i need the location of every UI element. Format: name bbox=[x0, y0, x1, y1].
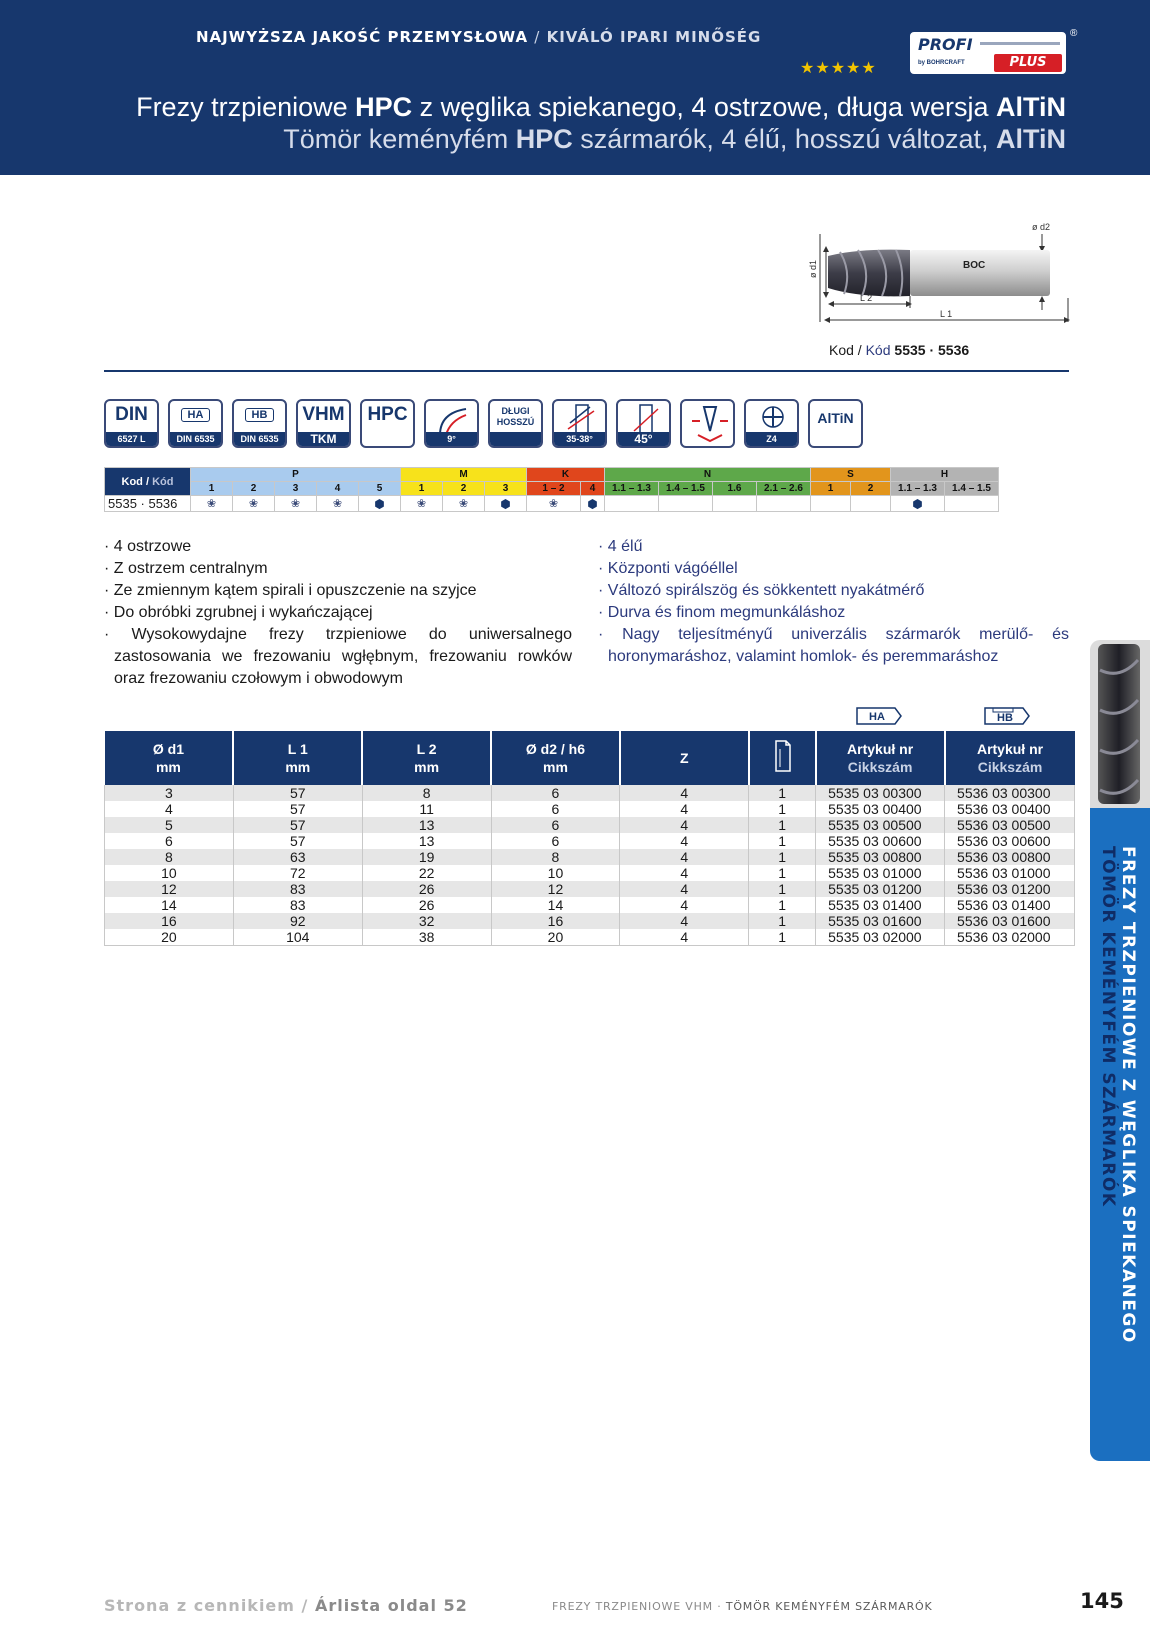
chapter-hu: TÖMÖR KEMÉNYFÉM SZÁRMARÓK bbox=[1098, 846, 1118, 1208]
article-number-cell: 5535 03 01400 bbox=[816, 897, 945, 913]
dimension-cell: 13 bbox=[362, 833, 491, 849]
dimension-cell: 16 bbox=[105, 913, 234, 929]
col-article-hb: Artykuł nr Cikkszám bbox=[945, 731, 1075, 785]
col-d2: Ø d2 / h6 mm bbox=[491, 731, 620, 785]
dimension-cell: 3 bbox=[105, 785, 234, 801]
material-mark-row bbox=[105, 496, 999, 512]
dimension-cell: 57 bbox=[233, 801, 362, 817]
dimension-cell: 8 bbox=[491, 849, 620, 865]
material-subgroup: 4 bbox=[581, 482, 605, 496]
dimension-cell: 4 bbox=[620, 881, 749, 897]
col-d1: Ø d1 mm bbox=[105, 731, 234, 785]
price-list-reference: Strona z cennikiem / Árlista oldal 52 bbox=[104, 1596, 468, 1615]
material-group-m: M bbox=[401, 468, 527, 482]
article-number-cell: 5535 03 01600 bbox=[816, 913, 945, 929]
material-table bbox=[104, 467, 999, 512]
dimension-cell: 4 bbox=[620, 801, 749, 817]
registered-mark: ® bbox=[1070, 28, 1078, 39]
d1-label: ø d1 bbox=[808, 259, 818, 278]
table-row bbox=[105, 881, 1075, 897]
dimension-cell: 6 bbox=[491, 817, 620, 833]
suitability-dot-icon: ⬢ bbox=[359, 496, 401, 512]
dimension-cell: 13 bbox=[362, 817, 491, 833]
suitability-empty bbox=[713, 496, 757, 512]
feature-hu-item: · Központi vágóéllel bbox=[598, 560, 738, 577]
suitability-spiral-icon: ❀ bbox=[527, 496, 581, 512]
table-row bbox=[105, 913, 1075, 929]
rating-stars: ★★★★★ bbox=[800, 60, 877, 77]
dimension-cell: 1 bbox=[749, 801, 816, 817]
dimension-cell: 32 bbox=[362, 913, 491, 929]
feature-pl-item: · Do obróbki zgrubnej i wykańczającej bbox=[104, 604, 373, 621]
quality-separator: / bbox=[534, 28, 541, 46]
suitability-empty bbox=[659, 496, 713, 512]
dimension-cell: 20 bbox=[491, 929, 620, 946]
suitability-dot-icon: ⬢ bbox=[485, 496, 527, 512]
table-row bbox=[105, 849, 1075, 865]
divider bbox=[104, 370, 1069, 372]
table-row bbox=[105, 897, 1075, 913]
col-z: Z bbox=[620, 731, 749, 785]
dimension-cell: 1 bbox=[749, 897, 816, 913]
article-number-cell: 5536 03 00500 bbox=[945, 817, 1075, 833]
svg-text:HB: HB bbox=[997, 712, 1013, 724]
dimension-cell: 1 bbox=[749, 849, 816, 865]
article-number-cell: 5536 03 00800 bbox=[945, 849, 1075, 865]
dimension-cell: 1 bbox=[749, 913, 816, 929]
brand-by: by BOHRCRAFT bbox=[918, 60, 965, 66]
dimension-cell: 92 bbox=[233, 913, 362, 929]
profi-plus-logo bbox=[908, 30, 1068, 76]
material-subgroup: 1 bbox=[191, 482, 233, 496]
col-L1: L 1 mm bbox=[233, 731, 362, 785]
helix-45-icon: 45° bbox=[616, 399, 671, 448]
flutes-z4-icon: Z4 bbox=[744, 399, 799, 448]
suitability-empty bbox=[851, 496, 891, 512]
dimension-cell: 4 bbox=[105, 801, 234, 817]
chapter-tab-text bbox=[1096, 846, 1144, 1446]
spiral-angle-icon: 35-38° bbox=[552, 399, 607, 448]
suitability-empty bbox=[605, 496, 659, 512]
dimension-cell: 1 bbox=[749, 929, 816, 946]
article-number-cell: 5535 03 00400 bbox=[816, 801, 945, 817]
material-subgroup: 2 bbox=[851, 482, 891, 496]
suitability-empty bbox=[757, 496, 811, 512]
title-hu: Tömör keményfém HPC szármarók, 4 élű, hosszú változat, AlTiN bbox=[283, 124, 1066, 154]
material-group-k: K bbox=[527, 468, 605, 482]
dimension-cell: 4 bbox=[620, 913, 749, 929]
feature-pl-item: · Z ostrzem centralnym bbox=[104, 560, 268, 577]
shank-hb-small-icon bbox=[983, 706, 1031, 726]
table-header-row bbox=[105, 731, 1075, 785]
table-row bbox=[105, 929, 1075, 946]
brand-plus: PLUS bbox=[994, 54, 1062, 72]
material-subgroup: 1 bbox=[811, 482, 851, 496]
article-number-cell: 5535 03 02000 bbox=[816, 929, 945, 946]
article-number-cell: 5536 03 01200 bbox=[945, 881, 1075, 897]
end-mill-photo bbox=[1090, 640, 1150, 808]
page-header bbox=[0, 0, 1150, 175]
article-number-cell: 5535 03 00600 bbox=[816, 833, 945, 849]
dimension-cell: 11 bbox=[362, 801, 491, 817]
material-subgroup: 2 bbox=[443, 482, 485, 496]
brand-drill-icon bbox=[980, 42, 1060, 45]
L1-label: L 1 bbox=[940, 309, 953, 319]
table-row bbox=[105, 817, 1075, 833]
drawing-brand: BOC bbox=[963, 260, 986, 271]
col-article-ha: Artykuł nr Cikkszám bbox=[816, 731, 945, 785]
feature-hu-item: · Durva és finom megmunkáláshoz bbox=[598, 604, 846, 621]
material-subgroup: 1.1 – 1.3 bbox=[605, 482, 659, 496]
dimension-cell: 83 bbox=[233, 881, 362, 897]
dimension-cell: 12 bbox=[491, 881, 620, 897]
features-pl bbox=[104, 536, 572, 690]
package-icon bbox=[770, 737, 794, 775]
dimension-cell: 4 bbox=[620, 929, 749, 946]
dimension-cell: 4 bbox=[620, 785, 749, 801]
dimension-cell: 6 bbox=[491, 785, 620, 801]
dimension-cell: 8 bbox=[362, 785, 491, 801]
article-number-cell: 5535 03 00500 bbox=[816, 817, 945, 833]
dimension-cell: 19 bbox=[362, 849, 491, 865]
dimension-cell: 10 bbox=[105, 865, 234, 881]
material-group-p: P bbox=[191, 468, 401, 482]
brand-profi: PROFI bbox=[918, 35, 973, 54]
shank-ha-small-icon bbox=[855, 706, 903, 726]
material-subgroup: 5 bbox=[359, 482, 401, 496]
dimension-cell: 1 bbox=[749, 833, 816, 849]
quality-hu: KIVÁLÓ IPARI MINŐSÉG bbox=[546, 28, 762, 46]
feature-pl-item: · Wysokowydajne frezy trzpieniowe do uniwersalnego zastosowania we frezowaniu wgłębnym, frezowaniu rowków oraz frezowaniu czołowym i obwodowym bbox=[104, 626, 572, 687]
dimension-cell: 1 bbox=[749, 865, 816, 881]
article-number-cell: 5535 03 01200 bbox=[816, 881, 945, 897]
hpc-icon: HPC bbox=[360, 399, 415, 448]
article-number-cell: 5536 03 01600 bbox=[945, 913, 1075, 929]
suitability-spiral-icon: ❀ bbox=[275, 496, 317, 512]
dimension-cell: 57 bbox=[233, 785, 362, 801]
dimension-cell: 22 bbox=[362, 865, 491, 881]
table-row bbox=[105, 865, 1075, 881]
article-number-cell: 5535 03 00300 bbox=[816, 785, 945, 801]
table-row bbox=[105, 785, 1075, 801]
din-icon: DIN 6527 L bbox=[104, 399, 159, 448]
dimension-cell: 6 bbox=[491, 801, 620, 817]
suitability-dot-icon: ⬢ bbox=[891, 496, 945, 512]
helix-angle-icon: 9° bbox=[424, 399, 479, 448]
dimension-cell: 8 bbox=[105, 849, 234, 865]
dimension-cell: 4 bbox=[620, 865, 749, 881]
material-subgroup: 3 bbox=[485, 482, 527, 496]
material-subgroup: 1 bbox=[401, 482, 443, 496]
dimension-cell: 1 bbox=[749, 817, 816, 833]
svg-text:HA: HA bbox=[869, 711, 885, 723]
dimension-cell: 6 bbox=[491, 833, 620, 849]
dimension-cell: 83 bbox=[233, 897, 362, 913]
product-code: Kod / Kód 5535 · 5536 bbox=[829, 342, 970, 358]
features-hu bbox=[598, 536, 1069, 668]
L2-label: L 2 bbox=[860, 293, 873, 303]
material-subgroup: 1.4 – 1.5 bbox=[945, 482, 999, 496]
col-L2: L 2 mm bbox=[362, 731, 491, 785]
material-sub-row bbox=[105, 482, 999, 496]
col-pack bbox=[749, 731, 816, 785]
dimension-cell: 57 bbox=[233, 817, 362, 833]
feature-pl-item: · Ze zmiennym kątem spirali i opuszczenie na szyjce bbox=[104, 582, 477, 599]
article-number-cell: 5536 03 00600 bbox=[945, 833, 1075, 849]
dimension-cell: 57 bbox=[233, 833, 362, 849]
dimension-cell: 26 bbox=[362, 897, 491, 913]
material-group-n: N bbox=[605, 468, 811, 482]
article-number-cell: 5535 03 00800 bbox=[816, 849, 945, 865]
dimension-cell: 20 bbox=[105, 929, 234, 946]
dimension-cell: 1 bbox=[749, 785, 816, 801]
material-subgroup: 1.1 – 1.3 bbox=[891, 482, 945, 496]
suitability-empty bbox=[811, 496, 851, 512]
dimension-cell: 104 bbox=[233, 929, 362, 946]
material-group-row bbox=[105, 468, 999, 482]
material-group-h: H bbox=[891, 468, 999, 482]
material-subgroup: 4 bbox=[317, 482, 359, 496]
feature-pl-item: · 4 ostrzowe bbox=[104, 538, 192, 555]
quality-pl: NAJWYŻSZA JAKOŚĆ PRZEMYSŁOWA bbox=[196, 28, 529, 46]
feature-hu-item: · Nagy teljesítményű univerzális szármarók merülő- és horonymaráshoz, valamint homlok- és peremmaráshoz bbox=[598, 626, 1069, 665]
material-subgroup: 1.6 bbox=[713, 482, 757, 496]
dimension-cell: 14 bbox=[105, 897, 234, 913]
quality-banner bbox=[196, 28, 761, 46]
article-table bbox=[104, 731, 1075, 946]
dimension-cell: 26 bbox=[362, 881, 491, 897]
article-number-cell: 5536 03 01000 bbox=[945, 865, 1075, 881]
suitability-dot-icon: ⬢ bbox=[581, 496, 605, 512]
table-row bbox=[105, 801, 1075, 817]
end-mill-drawing bbox=[800, 222, 1070, 342]
d2-label: ø d2 bbox=[1032, 222, 1051, 232]
article-number-cell: 5536 03 02000 bbox=[945, 929, 1075, 946]
title-pl: Frezy trzpieniowe HPC z węglika spiekanego, 4 ostrzowe, długa wersja AlTiN bbox=[136, 92, 1066, 122]
dimension-cell: 4 bbox=[620, 817, 749, 833]
dimension-cell: 4 bbox=[620, 849, 749, 865]
altin-coating-icon: AlTiN bbox=[808, 399, 863, 448]
chapter-pl: FREZY TRZPIENIOWE Z WĘGLIKA SPIEKANEGO bbox=[1118, 846, 1138, 1344]
dimension-cell: 14 bbox=[491, 897, 620, 913]
material-subgroup: 3 bbox=[275, 482, 317, 496]
machining-direction-icon bbox=[680, 399, 735, 448]
article-number-cell: 5536 03 00400 bbox=[945, 801, 1075, 817]
long-version-icon: DŁUGI HOSSZÚ bbox=[488, 399, 543, 448]
material-subgroup: 1 – 2 bbox=[527, 482, 581, 496]
suitability-spiral-icon: ❀ bbox=[317, 496, 359, 512]
dimension-cell: 10 bbox=[491, 865, 620, 881]
dimension-cell: 4 bbox=[620, 833, 749, 849]
dimension-cell: 63 bbox=[233, 849, 362, 865]
suitability-spiral-icon: ❀ bbox=[233, 496, 275, 512]
suitability-empty bbox=[945, 496, 999, 512]
footer-section: FREZY TRZPIENIOWE VHM · TÖMÖR KEMÉNYFÉM SZÁRMARÓK bbox=[552, 1600, 933, 1613]
table-row bbox=[105, 833, 1075, 849]
material-group-s: S bbox=[811, 468, 891, 482]
dimension-cell: 1 bbox=[749, 881, 816, 897]
kod-header: Kod / Kód bbox=[105, 468, 191, 496]
vhm-tkm-icon: VHM TKM bbox=[296, 399, 351, 448]
dimension-cell: 5 bbox=[105, 817, 234, 833]
dimension-cell: 16 bbox=[491, 913, 620, 929]
suitability-spiral-icon: ❀ bbox=[401, 496, 443, 512]
material-row-code: 5535 · 5536 bbox=[105, 496, 191, 512]
dimension-cell: 6 bbox=[105, 833, 234, 849]
page-number: 145 bbox=[1080, 1589, 1124, 1613]
article-number-cell: 5536 03 01400 bbox=[945, 897, 1075, 913]
dimension-cell: 38 bbox=[362, 929, 491, 946]
suitability-spiral-icon: ❀ bbox=[443, 496, 485, 512]
dimension-cell: 4 bbox=[620, 897, 749, 913]
dimension-cell: 12 bbox=[105, 881, 234, 897]
article-number-cell: 5535 03 01000 bbox=[816, 865, 945, 881]
feature-hu-item: · Változó spirálszög és sökkentett nyakátmérő bbox=[598, 582, 925, 599]
suitability-spiral-icon: ❀ bbox=[191, 496, 233, 512]
shank-ha-icon: HA DIN 6535 bbox=[168, 399, 223, 448]
shank-hb-icon: HB DIN 6535 bbox=[232, 399, 287, 448]
feature-hu-item: · 4 élű bbox=[598, 538, 643, 555]
material-subgroup: 2 bbox=[233, 482, 275, 496]
dimension-cell: 72 bbox=[233, 865, 362, 881]
article-number-cell: 5536 03 00300 bbox=[945, 785, 1075, 801]
material-subgroup: 1.4 – 1.5 bbox=[659, 482, 713, 496]
material-subgroup: 2.1 – 2.6 bbox=[757, 482, 811, 496]
